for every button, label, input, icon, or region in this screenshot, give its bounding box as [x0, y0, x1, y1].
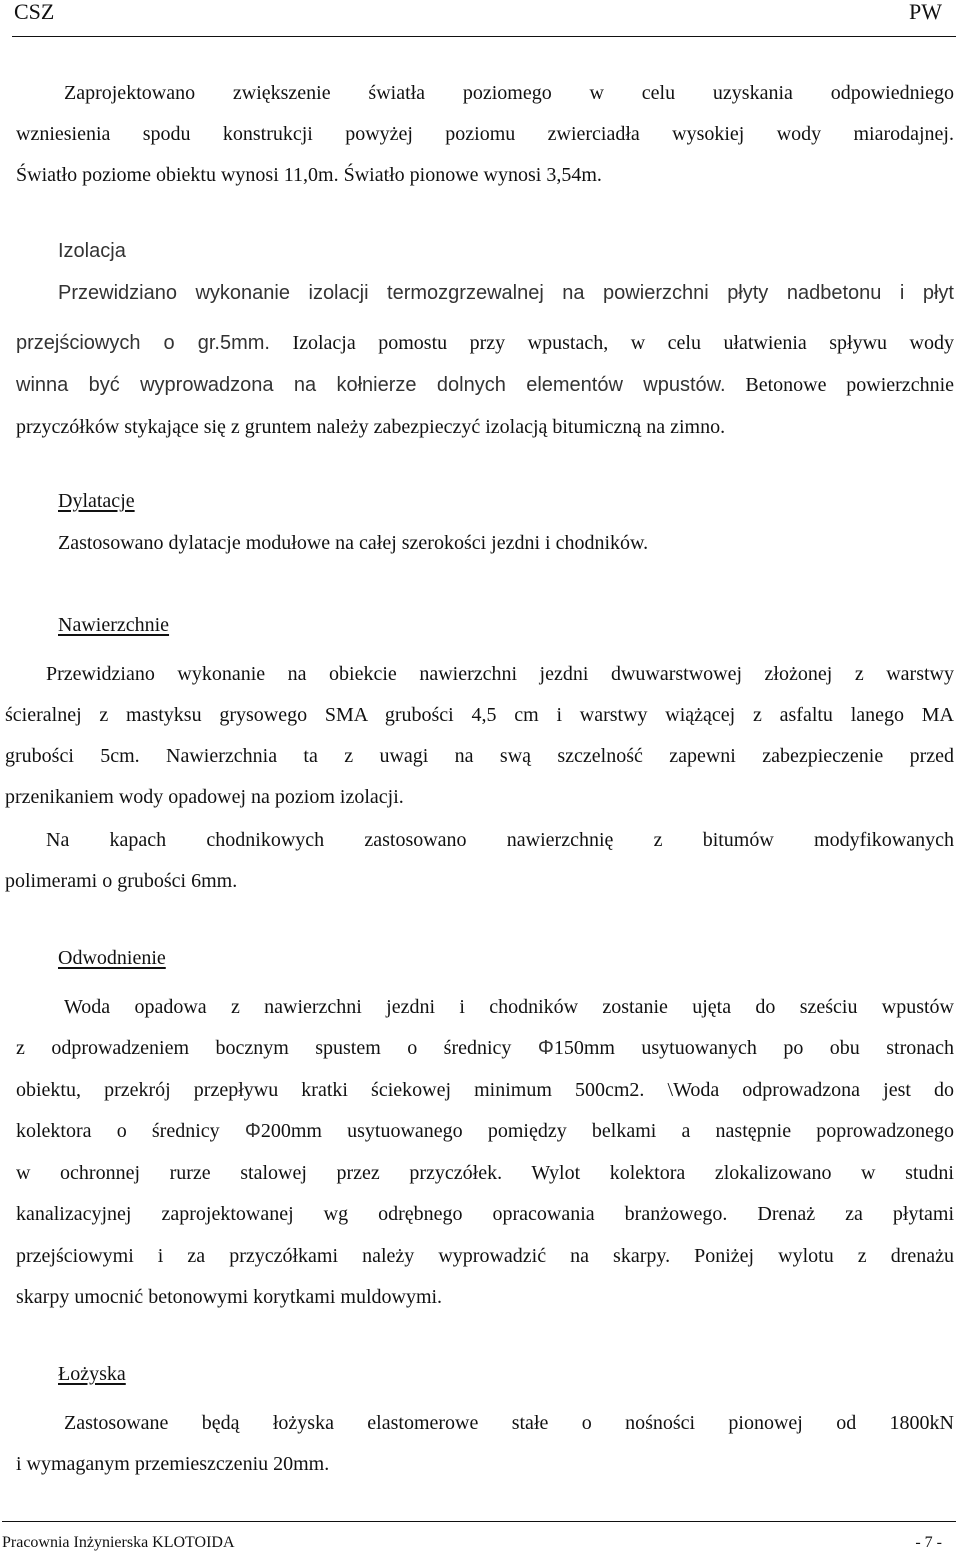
odwodnienie-line-8: skarpy umocnić betonowymi korytkami muldowymi. — [16, 1286, 443, 1308]
odwodnienie-line-4-a: kolektora o średnicy — [16, 1120, 245, 1142]
diameter-symbol-2: Φ — [244, 1120, 261, 1142]
odwodnienie-heading: Odwodnienie — [58, 947, 166, 969]
izolacja-line-2-a: przejściowych o gr.5mm. — [16, 332, 270, 354]
izolacja-line-4: przyczółków stykające się z gruntem należy zabezpieczyć izolacją bitumiczną na zimno. — [16, 416, 726, 438]
odwodnienie-line-2 — [16, 1028, 954, 1070]
header-divider — [12, 36, 956, 37]
nawierzchnie-line-3: grubości 5cm. Nawierzchnia ta z uwagi na swą szczelność zapewni zabezpieczenie przed — [5, 745, 954, 767]
odwodnienie-line-2-a: z odprowadzeniem bocznym spustem o średnicy — [16, 1037, 538, 1059]
nawierzchnie-line-1: Przewidziano wykonanie na obiekcie nawierzchni jezdni dwuwarstwowej złożonej z warstwy — [46, 663, 954, 685]
intro-line-2: wzniesienia spodu konstrukcji powyżej poziomu zwierciadła wysokiej wody miarodajnej. — [16, 123, 954, 145]
footer-company-name: Pracownia Inżynierska KLOTOIDA — [2, 1534, 235, 1551]
nawierzchnie-line-5: Na kapach chodnikowych zastosowano nawierzchnię z bitumów modyfikowanych — [46, 829, 954, 851]
diameter-symbol-1: Φ — [537, 1037, 554, 1059]
odwodnienie-line-1: Woda opadowa z nawierzchni jezdni i chodników zostanie ujęta do sześciu wpustów — [64, 996, 954, 1018]
nawierzchnie-line-4: przenikaniem wody opadowej na poziom izolacji. — [5, 786, 404, 808]
lozyska-line-2: i wymaganym przemieszczeniu 20mm. — [16, 1453, 330, 1475]
nawierzchnie-paragraph-rest — [5, 695, 954, 818]
dylatacje-heading: Dylatacje — [58, 490, 135, 512]
izolacja-paragraph-rest — [16, 322, 954, 448]
intro-paragraph-rest — [16, 114, 954, 196]
izolacja-line-1: Przewidziano wykonanie izolacji termozgrzewalnej na powierzchni płyty nadbetonu i płyt — [58, 282, 954, 304]
lozyska-heading: Łożyska — [58, 1363, 126, 1385]
page-number: - 7 - — [915, 1534, 942, 1551]
lozyska-line-1: Zastosowane będą łożyska elastomerowe stałe o nośności pionowej od 1800kN — [64, 1412, 954, 1434]
izolacja-line-2 — [16, 322, 954, 364]
odwodnienie-line-6: kanalizacyjnej zaprojektowanej wg odrębnego opracowania branżowego. Drenaż za płytami — [16, 1203, 954, 1225]
izolacja-line-3-b: Betonowe powierzchnie — [725, 374, 954, 396]
footer-divider — [2, 1521, 956, 1522]
intro-line-3: Światło poziome obiektu wynosi 11,0m. Światło pionowe wynosi 3,54m. — [16, 164, 602, 186]
odwodnienie-line-7: przejściowymi i za przyczółkami należy wyprowadzić na skarpy. Poniżej wylotu z drenażu — [16, 1244, 954, 1267]
izolacja-heading: Izolacja — [58, 240, 126, 262]
odwodnienie-paragraph-rest — [16, 1028, 954, 1319]
intro-line-1: Zaprojektowano zwiększenie światła poziomego w celu uzyskania odpowiedniego — [64, 82, 954, 104]
nawierzchnie-line-2: ścieralnej z mastyksu grysowego SMA grubości 4,5 cm i warstwy wiążącej z asfaltu lanego MA — [5, 704, 954, 726]
header-left-label: CSZ — [14, 0, 55, 24]
nawierzchnie-line-6: polimerami o grubości 6mm. — [5, 870, 238, 892]
header-right-label: PW — [909, 0, 942, 24]
dylatacje-line-1: Zastosowano dylatacje modułowe na całej szerokości jezdni i chodników. — [58, 532, 649, 554]
izolacja-line-2-b: Izolacja pomostu przy wpustach, w celu ułatwienia spływu wody — [269, 332, 954, 354]
izolacja-line-3-a: winna być wyprowadzona na kołnierze dolnych elementów wpustów. — [16, 374, 726, 396]
odwodnienie-line-2-b: 150mm usytuowanych po obu stronach — [553, 1037, 954, 1059]
odwodnienie-line-3: obiektu, przekrój przepływu kratki ściekowej minimum 500cm2. \Woda odprowadzona jest do — [16, 1078, 954, 1101]
odwodnienie-line-5: w ochronnej rurze stalowej przez przyczółek. Wylot kolektora zlokalizowano w studni — [16, 1161, 954, 1184]
odwodnienie-line-4-b: 200mm usytuowanego pomiędzy belkami a następnie poprowadzonego — [260, 1120, 954, 1142]
izolacja-line-3 — [16, 364, 954, 406]
odwodnienie-line-4 — [16, 1111, 954, 1153]
nawierzchnie-heading: Nawierzchnie — [58, 614, 170, 636]
